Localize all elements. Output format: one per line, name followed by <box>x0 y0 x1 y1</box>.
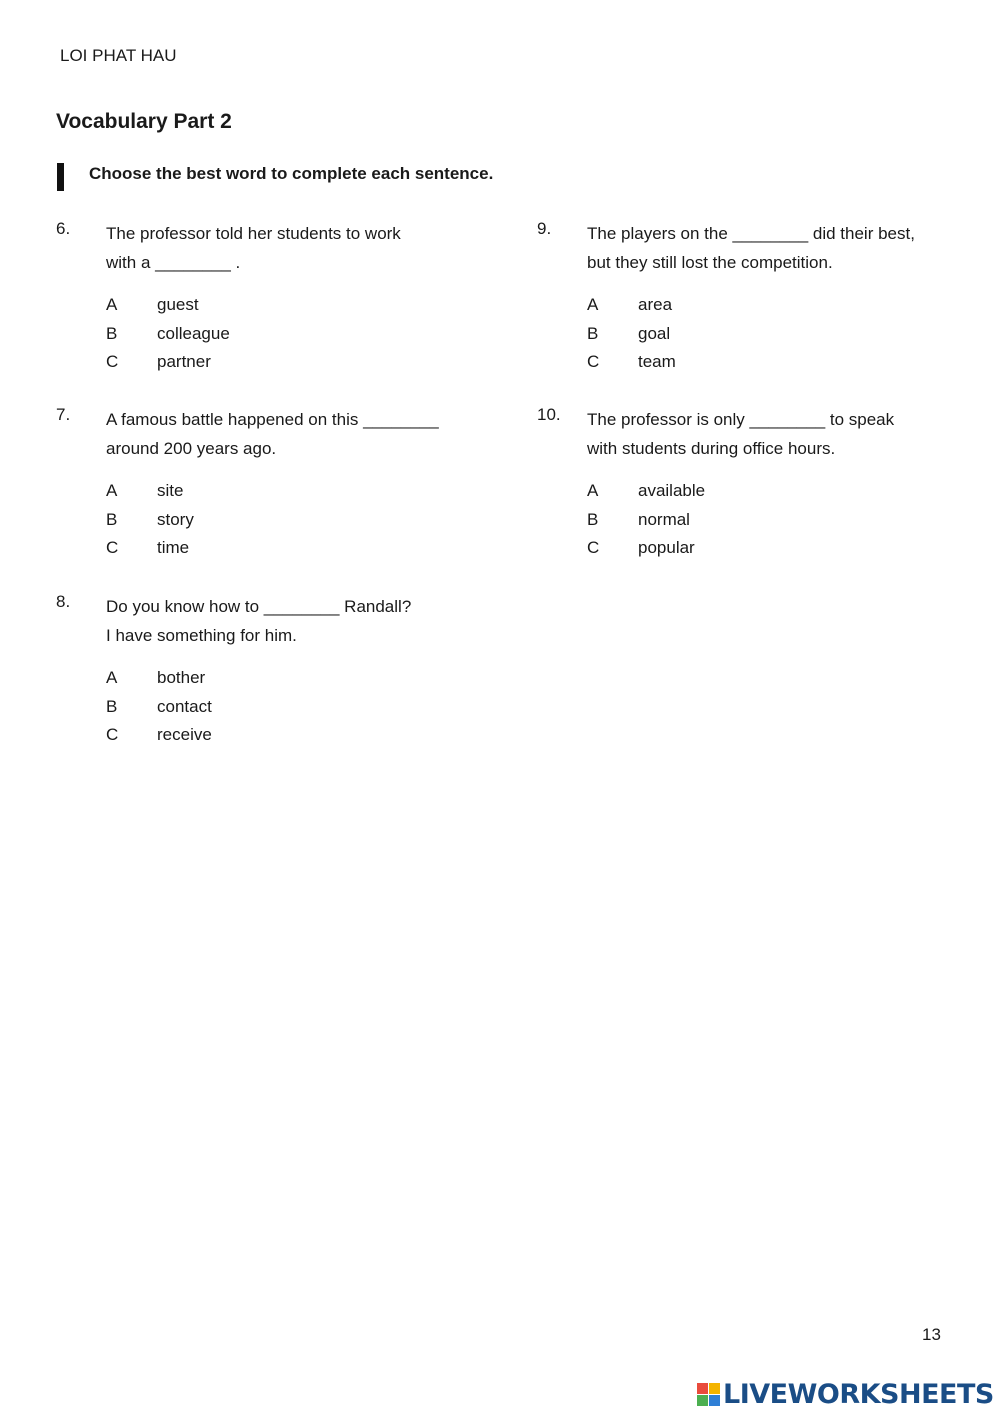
brand-mark-letter <box>709 1383 720 1394</box>
question-number: 10. <box>537 405 561 424</box>
brand-mark-letter <box>697 1383 708 1394</box>
section-title: Vocabulary Part 2 <box>56 110 232 133</box>
question-number: 8. <box>56 592 71 611</box>
question-stem: The professor told her students to work with a ________ . <box>106 224 401 272</box>
question-number: 7. <box>56 405 71 424</box>
question-stem: Do you know how to ________ Randall? I have something for him. <box>106 597 412 645</box>
instruction-marker <box>57 163 64 191</box>
brand-name: LIVEWORKSHEETS <box>723 1378 994 1410</box>
question-number: 9. <box>537 219 552 238</box>
question-stem: A famous battle happened on this ________ around 200 years ago. <box>106 410 439 458</box>
liveworksheets-logo <box>697 1377 994 1411</box>
question-stem: The professor is only ________ to speak with students during office hours. <box>587 410 895 458</box>
page-number: 13 <box>922 1325 941 1344</box>
question-number: 6. <box>56 219 71 238</box>
question-stem: The players on the ________ did their best, but they still lost the competition. <box>587 224 915 272</box>
brand-mark-icon <box>697 1383 720 1406</box>
brand-mark-letter <box>697 1395 708 1406</box>
brand-mark-letter <box>709 1395 720 1406</box>
author-header: LOI PHAT HAU <box>60 46 177 65</box>
instruction-text: Choose the best word to complete each sentence. <box>89 164 494 183</box>
